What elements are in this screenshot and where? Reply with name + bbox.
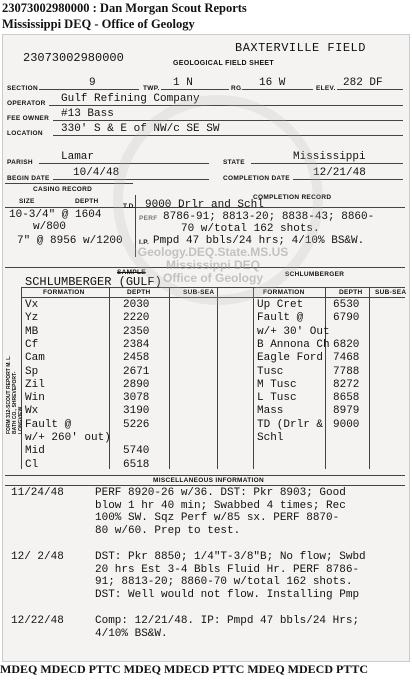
left-log-formation: Vx bbox=[25, 299, 39, 311]
begin-date-label: BEGIN DATE bbox=[7, 175, 50, 182]
right-log-depth: 8979 bbox=[333, 405, 360, 418]
misc-line: 4/10% BS&W. bbox=[95, 627, 168, 640]
td-label: T.D. bbox=[123, 203, 136, 210]
sample-label: SAMPLE bbox=[117, 269, 146, 276]
section-value: 9 bbox=[89, 77, 96, 89]
depth-header-right: DEPTH bbox=[339, 289, 363, 296]
ip-label: I.P. bbox=[139, 239, 150, 246]
right-log-formation: M Tusc bbox=[257, 378, 297, 391]
left-log-depth: 3078 bbox=[123, 392, 150, 405]
formation-header-right: FORMATION bbox=[263, 289, 305, 296]
left-log-formation: Fault @ bbox=[25, 418, 72, 431]
misc-line: DST: Pkr 8850; 1/4"T-3/8"B; No flow; Swbd bbox=[95, 551, 366, 563]
footer-strip: MDEQ MDECD PTTC MDEQ MDECD PTTC MDEQ MDECD PTTC bbox=[0, 662, 368, 676]
right-log-depth: 8272 bbox=[333, 378, 360, 391]
left-log-formation: Yz bbox=[25, 312, 39, 325]
right-log-depth: 7468 bbox=[333, 352, 360, 365]
elev-value: 282 DF bbox=[343, 77, 383, 89]
left-log-formation: Win bbox=[25, 392, 45, 405]
depth-header-left: DEPTH bbox=[127, 289, 151, 296]
api-number: 23073002980000 bbox=[23, 51, 124, 65]
right-log-depth: 6530 bbox=[333, 299, 360, 311]
parish-label: PARISH bbox=[7, 159, 33, 166]
misc-date: 12/ 2/48 bbox=[11, 551, 64, 563]
misc-info-label: MISCELLANEOUS INFORMATION bbox=[153, 477, 265, 484]
rg-value: 16 W bbox=[259, 77, 286, 89]
right-log-formation: Mass bbox=[257, 405, 284, 418]
left-log-formation: Cam bbox=[25, 352, 45, 365]
left-log-depth: 2890 bbox=[123, 378, 150, 391]
misc-date: 11/24/48 bbox=[11, 487, 64, 499]
left-log-formation: Cf bbox=[25, 338, 39, 351]
operator-value: Gulf Refining Company bbox=[61, 93, 200, 105]
field-name: BAXTERVILLE FIELD bbox=[235, 41, 366, 55]
misc-line: blow 1 hr 40 min; Swabbed 4 times; Rec bbox=[95, 499, 346, 512]
ip-value: Pmpd 47 bbls/24 hrs; 4/10% BS&W. bbox=[153, 235, 365, 247]
left-log-depth: 3190 bbox=[123, 405, 150, 418]
fee-owner-value: #13 Bass bbox=[61, 108, 114, 120]
right-log-formation: Eagle Ford bbox=[257, 352, 324, 365]
right-log-formation: Fault @ bbox=[257, 312, 304, 325]
left-log-depth: 2458 bbox=[123, 352, 150, 365]
left-log-depth: 5226 bbox=[123, 418, 150, 431]
left-log-depth: 2384 bbox=[123, 338, 150, 351]
left-log-depth: 2350 bbox=[123, 325, 150, 338]
left-log-formation: Sp bbox=[25, 365, 39, 378]
misc-line: DST: Well would not flow. Installing Pmp bbox=[95, 588, 360, 601]
misc-line: Comp: 12/21/48. IP: Pmpd 47 bbls/24 Hrs; bbox=[95, 615, 360, 627]
fee-owner-label: FEE OWNER bbox=[7, 115, 50, 122]
formation-header-left: FORMATION bbox=[43, 289, 85, 296]
right-log-formation: Up Cret bbox=[257, 299, 304, 311]
begin-date-value: 10/4/48 bbox=[73, 167, 120, 179]
completion-date-value: 12/21/48 bbox=[313, 167, 366, 179]
right-log-formation: TD (Drlr & bbox=[257, 418, 324, 431]
right-log-depth: 6790 bbox=[333, 312, 360, 325]
left-log-formation: Cl bbox=[25, 458, 39, 471]
right-log-title: SCHLUMBERGER bbox=[285, 271, 345, 278]
right-log-depth: 6820 bbox=[333, 338, 360, 351]
elev-label: ELEV. bbox=[316, 85, 336, 92]
left-log-formation: Zil bbox=[25, 378, 45, 391]
left-log-depth: 2220 bbox=[123, 312, 150, 325]
section-label: SECTION bbox=[7, 85, 38, 92]
left-log-formation: Wx bbox=[25, 405, 39, 418]
misc-line: 91; 8813-20; 8860-70 w/total 162 shots. bbox=[95, 576, 353, 588]
casing-line-2: w/800 bbox=[33, 221, 67, 233]
left-log-formation: w/+ 260' out) bbox=[25, 432, 111, 444]
misc-line: 80 w/60. Prep to test. bbox=[95, 524, 241, 537]
perf-value-2: 70 w/total 162 shots. bbox=[181, 223, 320, 235]
casing-record-label: CASING RECORD bbox=[33, 186, 93, 193]
geological-field-sheet-card bbox=[2, 34, 410, 662]
report-subtitle: Mississippi DEQ - Office of Geology bbox=[2, 17, 195, 31]
casing-depth-label: DEPTH bbox=[75, 198, 99, 205]
subsea-header-left: SUB-SEA bbox=[183, 289, 215, 296]
misc-line: PERF 8920-26 w/36. DST: Pkr 8903; Good bbox=[95, 487, 346, 499]
left-log-depth: 5740 bbox=[123, 445, 150, 458]
misc-date: 12/22/48 bbox=[11, 615, 64, 627]
state-value: Mississippi bbox=[293, 151, 366, 163]
right-log-depth: 7788 bbox=[333, 365, 360, 378]
perf-value: 8786-91; 8813-20; 8838-43; 8860- bbox=[163, 211, 375, 223]
right-log-depth: 8658 bbox=[333, 392, 360, 405]
watermark-line-2: Mississippi DEQ bbox=[165, 258, 261, 272]
twp-label: TWP. bbox=[143, 85, 160, 92]
misc-line: 20 hrs Est 3-4 Bbls Fluid Hr. PERF 8786- bbox=[95, 563, 360, 576]
twp-value: 1 N bbox=[173, 77, 193, 89]
parish-value: Lamar bbox=[61, 151, 95, 163]
right-log-formation: Schl bbox=[257, 432, 284, 444]
subsea-header-right: SUB-SEA bbox=[375, 289, 407, 296]
form-side-text: FORM 312-SCOUT REPORT M. L. BATH CO., SHREVEPORT-LONGVIEW bbox=[6, 355, 24, 434]
td-value: 9000 Drlr and Schl bbox=[145, 199, 264, 211]
location-label: LOCATION bbox=[7, 130, 43, 137]
misc-line: 100% SW. Sqz Perf w/85 sx. PERF 8870- bbox=[95, 512, 340, 524]
location-value: 330' S & E of NW/c SE SW bbox=[61, 123, 220, 135]
left-log-formation: MB bbox=[25, 325, 39, 338]
left-log-depth: 2030 bbox=[123, 299, 150, 311]
casing-line-3: 7" @ 8956 w/1200 bbox=[17, 235, 123, 247]
operator-label: OPERATOR bbox=[7, 100, 46, 107]
watermark-line-1: Geology.DEQ.State.MS.US bbox=[137, 245, 289, 259]
casing-line-1: 10-3/4" @ 1604 bbox=[9, 209, 102, 221]
left-log-title: SCHLUMBERGER (GULF) bbox=[25, 275, 162, 289]
completion-record-label: COMPLETION RECORD bbox=[253, 194, 332, 201]
completion-date-label: COMPLETION DATE bbox=[223, 175, 290, 182]
state-label: STATE bbox=[223, 159, 245, 166]
left-log-formation: Mid bbox=[25, 445, 45, 458]
right-log-formation: B Annona Ch bbox=[257, 338, 330, 351]
watermark-line-3: Office of Geology bbox=[162, 271, 263, 285]
sheet-title: GEOLOGICAL FIELD SHEET bbox=[173, 60, 274, 67]
report-title: 23073002980000 : Dan Morgan Scout Reports bbox=[2, 1, 247, 15]
left-log-depth: 2671 bbox=[123, 365, 150, 378]
casing-size-label: SIZE bbox=[19, 198, 35, 205]
right-log-formation: Tusc bbox=[257, 365, 284, 378]
right-log-formation: L Tusc bbox=[257, 392, 297, 405]
perf-label: PERF bbox=[139, 215, 158, 222]
right-log-formation: w/+ 30' Out bbox=[257, 325, 330, 338]
right-log-depth: 9000 bbox=[333, 418, 360, 431]
rg-label: RG. bbox=[231, 85, 244, 92]
left-log-depth: 6518 bbox=[123, 458, 150, 471]
